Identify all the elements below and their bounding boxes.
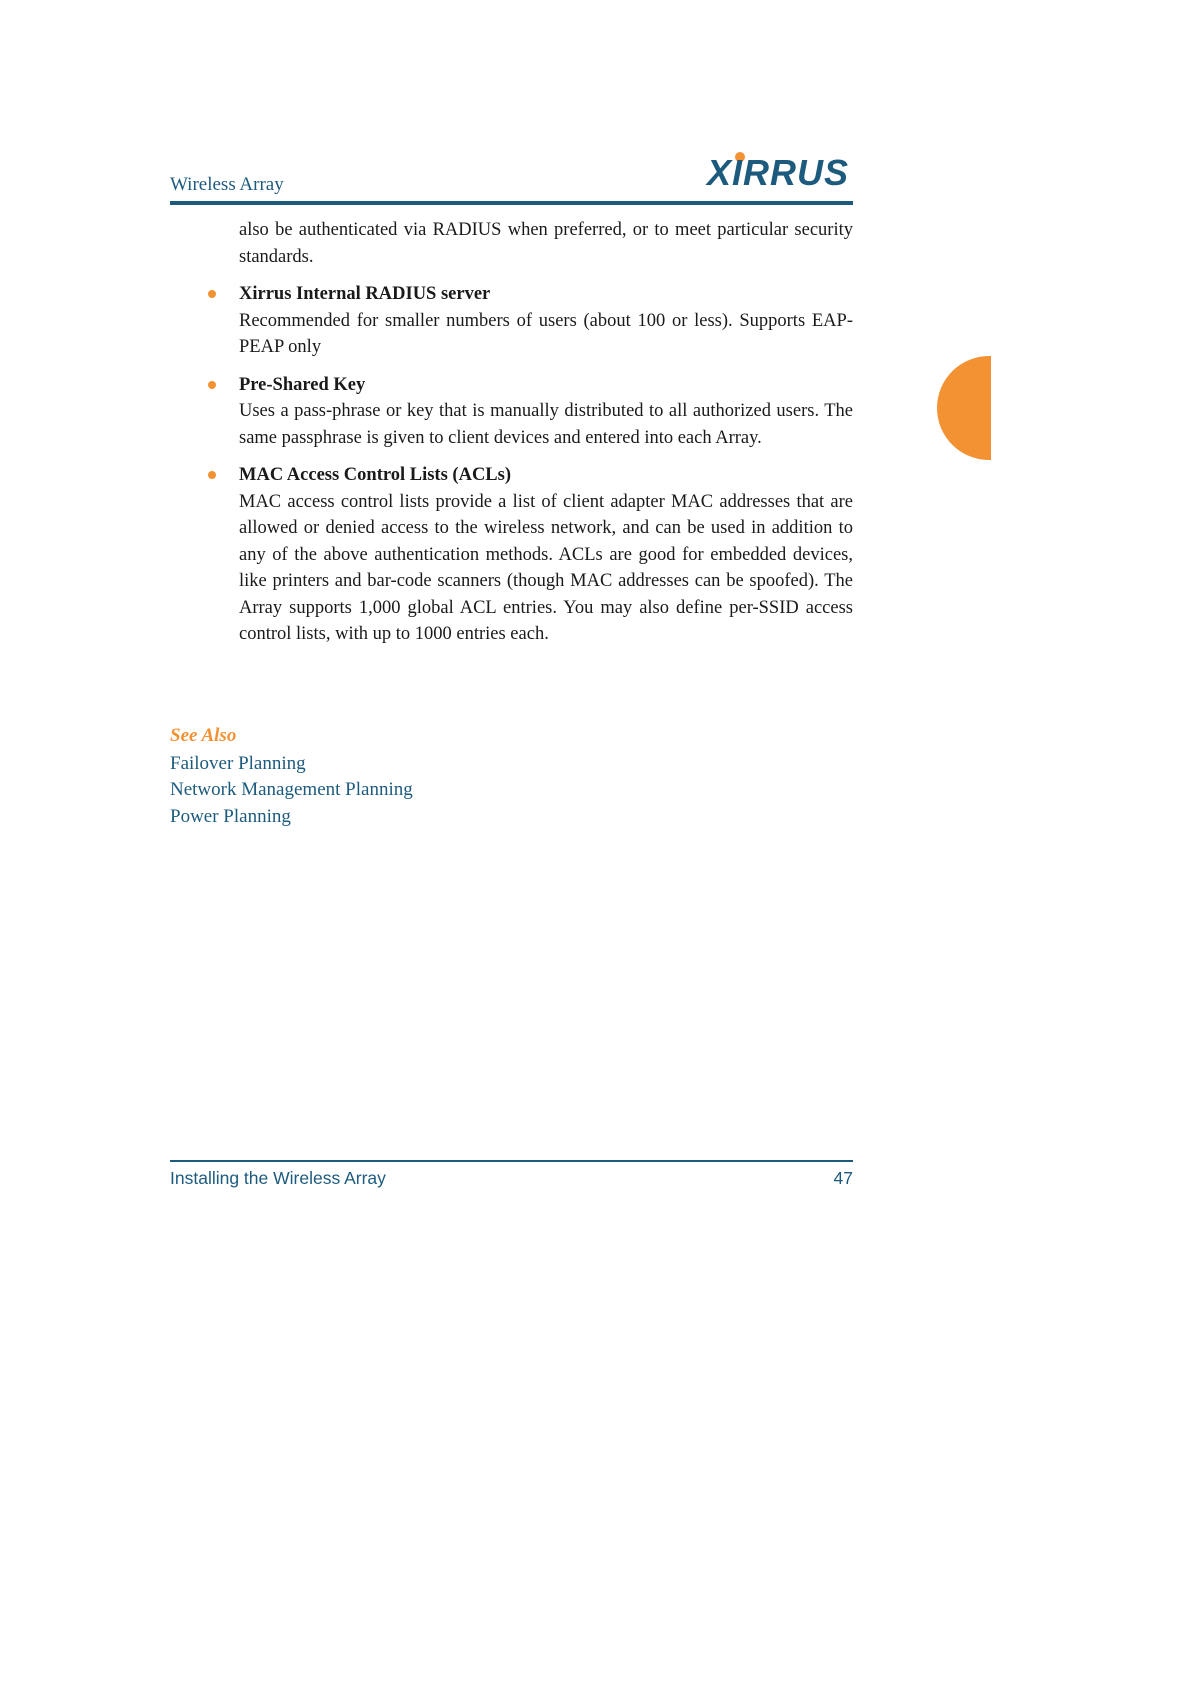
- intro-paragraph: also be authenticated via RADIUS when preferred, or to meet particular security standards.: [239, 220, 853, 267]
- see-also-heading: See Also: [170, 725, 237, 746]
- bullet-item: [239, 281, 853, 361]
- bullet-body: Recommended for smaller numbers of users (about 100 or less). Supports EAP-PEAP only: [239, 310, 853, 357]
- logo-text: XIRRUS: [706, 152, 849, 193]
- bullet-item: [239, 462, 853, 648]
- header-divider: [170, 201, 853, 205]
- link-network-management-planning[interactable]: Network Management Planning: [170, 779, 413, 800]
- page-header: [170, 152, 853, 204]
- see-also-section: [170, 723, 413, 830]
- bullet-title: MAC Access Control Lists (ACLs): [239, 465, 511, 485]
- bullet-body: Uses a pass-phrase or key that is manually distributed to all authorized users. The same passphrase is given to client devices and entered into each Array.: [239, 401, 853, 448]
- bullet-dot-icon: [208, 381, 216, 389]
- section-tab-marker: [937, 356, 991, 460]
- link-failover-planning[interactable]: Failover Planning: [170, 752, 306, 774]
- bullet-title: Xirrus Internal RADIUS server: [239, 284, 491, 304]
- main-content: [239, 217, 853, 659]
- bullet-dot-icon: [208, 290, 216, 298]
- footer-chapter-title: Installing the Wireless Array: [170, 1168, 386, 1188]
- footer-divider: [170, 1160, 853, 1162]
- bullet-title: Pre-Shared Key: [239, 374, 366, 395]
- bullet-dot-icon: [208, 471, 216, 479]
- bullet-body: MAC access control lists provide a list of client adapter MAC addresses that are allowed or denied access to the wireless network, and can be used in addition to any of the above authentication methods. ACLs are good for embedded devices, like printers and bar-code scanners (though MAC addresses can be spoofed). The Array supports 1,000 global ACL entries. You may also define per-SSID access control lists, with up to 1000 entries each.: [239, 491, 853, 644]
- link-power-planning[interactable]: Power Planning: [170, 805, 291, 827]
- header-title: Wireless Array: [170, 174, 284, 195]
- bullet-item: [239, 372, 853, 452]
- page-number: 47: [833, 1168, 853, 1188]
